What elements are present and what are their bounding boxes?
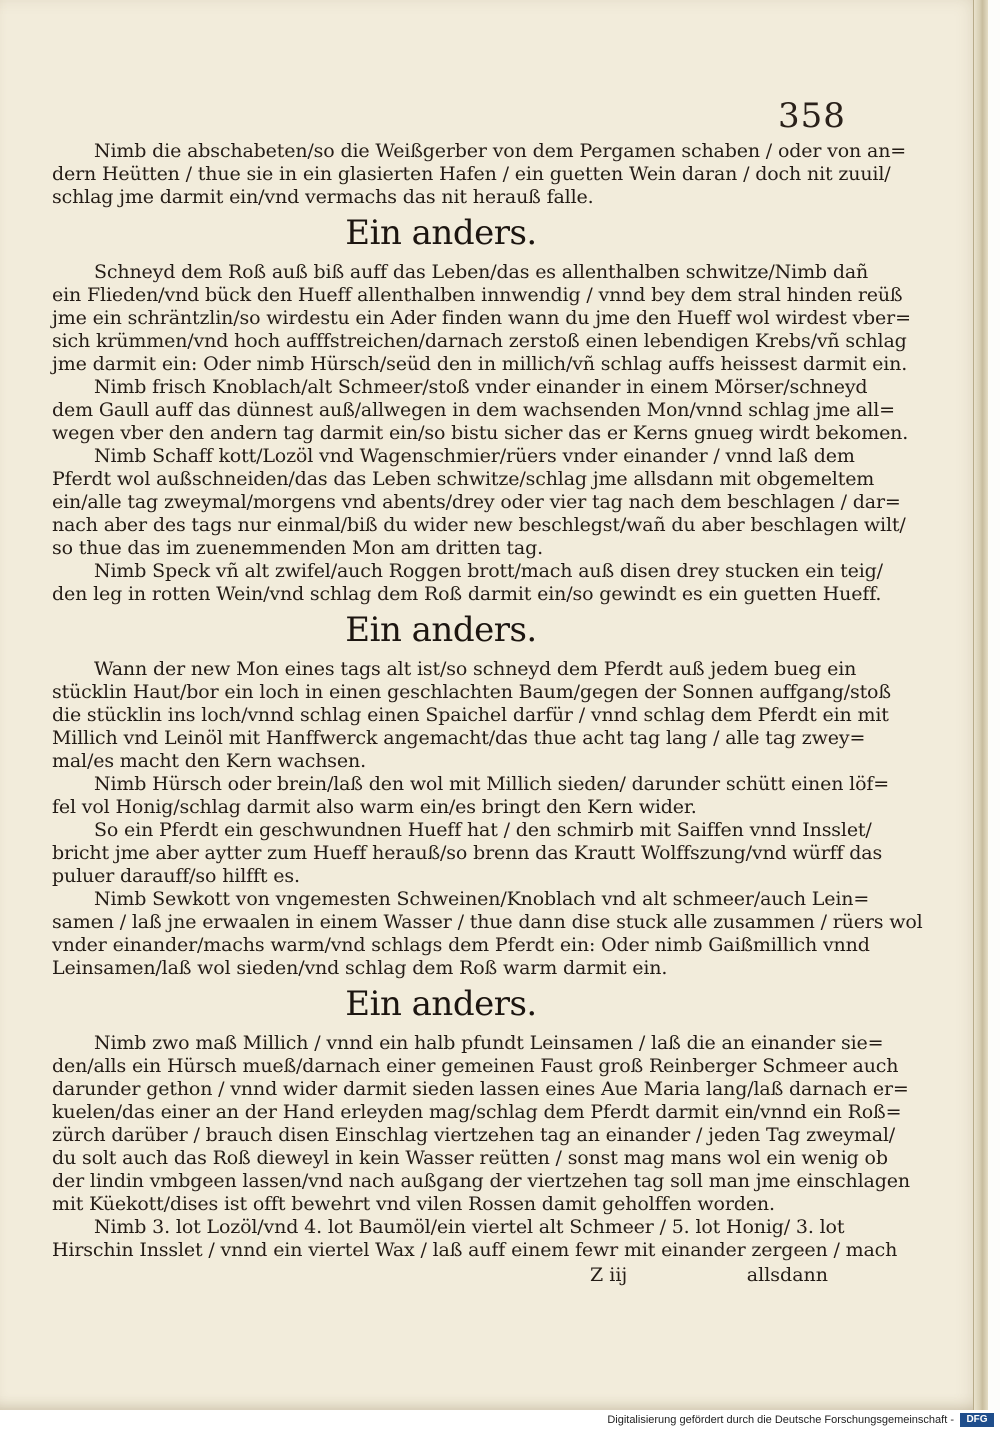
- section-heading: Ein anders.: [345, 610, 537, 650]
- section-heading: Ein anders.: [345, 213, 537, 253]
- text-line: den leg in rotten Wein/vnd schlag dem Roß darmit ein/so gewindt es ein guetten Hueff.: [52, 583, 882, 605]
- text-line: Nimb frisch Knoblach/alt Schmeer/stoß vnder einander in einem Mörser/schneyd: [94, 376, 868, 398]
- text-line: dern Heütten / thue sie in ein glasierten Hafen / ein guetten Wein daran / doch nit zuuil/: [52, 163, 891, 185]
- text-line: vnder einander/machs warm/vnd schlags dem Pferdt ein: Oder nimb Gaißmillich vnnd: [52, 934, 870, 956]
- text-line: Millich vnd Leinöl mit Hanffwerck angemacht/das thue acht tag lang / alle tag zwey=: [52, 727, 866, 749]
- text-line: fel vol Honig/schlag darmit also warm ein/es bringt den Kern wider.: [52, 796, 697, 818]
- text-line: mal/es macht den Kern wachsen.: [52, 750, 366, 772]
- text-line: stücklin Haut/bor ein loch in einen geschlachten Baum/gegen der Sonnen auffgang/stoß: [52, 681, 891, 703]
- catchword: allsdann: [746, 1264, 828, 1286]
- text-line: jme darmit ein: Oder nimb Hürsch/seüd den in millich/vñ schlag auffs heissest darmit ein.: [52, 353, 908, 375]
- text-line: samen / laß jne erwaalen in einem Wasser / thue dann dise stuck alle zusammen / rüers wol: [52, 911, 923, 933]
- text-line: zürch darüber / brauch disen Einschlag viertzehen tag an einander / jeden Tag zweymal/: [52, 1124, 896, 1146]
- text-line: du solt auch das Roß dieweyl in kein Wasser reütten / sonst mag mans wol ein wenig ob: [52, 1147, 888, 1169]
- text-line: dem Gaull auff das dünnest auß/allwegen in dem wachsenden Mon/vnnd schlag jme all=: [52, 399, 895, 421]
- section-heading: Ein anders.: [345, 984, 537, 1024]
- text-line: Pferdt wol außschneiden/das das Leben schwitze/schlag jme allsdann mit obgemeltem: [52, 468, 875, 490]
- text-line: wegen vber den andern tag darmit ein/so bistu sicher das er Kerns gnueg wirdt bekomen.: [52, 422, 909, 444]
- dfg-credit: Digitalisierung gefördert durch die Deutsche Forschungsgemeinschaft -: [607, 1414, 954, 1426]
- text-line: der lindin vmbgeen lassen/vnd nach außgang der viertzehen tag soll man jme einschlagen: [52, 1170, 910, 1192]
- text-line: Nimb die abschabeten/so die Weißgerber von dem Pergamen schaben / oder von an=: [94, 140, 907, 162]
- text-line: puluer darauff/so hilfft es.: [52, 865, 300, 887]
- footer-bar: [0, 1410, 1000, 1432]
- text-line: Nimb Speck vñ alt zwifel/auch Roggen brott/mach auß disen drey stucken ein teig/: [94, 560, 883, 582]
- text-line: Nimb Hürsch oder brein/laß den wol mit Millich sieden/ darunder schütt einen löf=: [94, 773, 890, 795]
- text-line: den/alls ein Hürsch mueß/darnach einer gemeinen Faust groß Reinberger Schmeer auch: [52, 1055, 899, 1077]
- text-line: ein Flieden/vnd bück den Hueff allenthalben innwendig / vnnd bey dem stral hinden reüß: [52, 284, 903, 306]
- dfg-logo: DFG: [960, 1413, 994, 1427]
- text-line: Nimb Sewkott von vngemesten Schweinen/Knoblach vnd alt schmeer/auch Lein=: [94, 888, 870, 910]
- text-line: Hirschin Insslet / vnnd ein viertel Wax / laß auff einem fewr mit einander zergeen / mach: [52, 1239, 898, 1261]
- text-line: ein/alle tag zweymal/morgens vnd abents/drey oder vier tag nach dem beschlagen / dar=: [52, 491, 901, 513]
- page-edge: [973, 0, 988, 1410]
- text-line: jme ein schräntzlin/so wirdestu ein Ader finden wann du jme den Hueff wol wirdest vber=: [52, 307, 911, 329]
- signature-mark: Z iij: [590, 1264, 628, 1286]
- text-line: Nimb Schaff kott/Lozöl vnd Wagenschmier/rüers vnder einander / vnnd laß dem: [94, 445, 855, 467]
- text-line: mit Küekott/dises ist offt bewehrt vnd vilen Rossen damit geholffen worden.: [52, 1193, 775, 1215]
- text-line: So ein Pferdt ein geschwundnen Hueff hat / den schmirb mit Saiffen vnnd Insslet/: [94, 819, 872, 841]
- text-line: Nimb zwo maß Millich / vnnd ein halb pfundt Leinsamen / laß die an einander sie=: [94, 1032, 884, 1054]
- text-line: kuelen/das einer an der Hand erleyden mag/schlag dem Pferdt darmit ein/vnnd ein Roß=: [52, 1101, 902, 1123]
- text-line: nach aber des tags nur einmal/biß du wider new beschlegst/wañ du aber beschlagen wilt/: [52, 514, 906, 536]
- text-line: darunder gethon / vnnd wider darmit sieden lassen eines Aue Maria lang/laß darnach er=: [52, 1078, 909, 1100]
- text-line: die stücklin ins loch/vnnd schlag einen Spaichel darfür / vnnd schlag dem Pferdt ein mit: [52, 704, 889, 726]
- text-line: Nimb 3. lot Lozöl/vnd 4. lot Baumöl/ein viertel alt Schmeer / 5. lot Honig/ 3. lot: [94, 1216, 845, 1238]
- text-line: so thue das im zuenemmenden Mon am dritten tag.: [52, 537, 543, 559]
- text-line: Schneyd dem Roß auß biß auff das Leben/das es allenthalben schwitze/Nimb dañ: [94, 261, 869, 283]
- page-number: 358: [778, 96, 846, 136]
- text-line: schlag jme darmit ein/vnd vermachs das nit herauß falle.: [52, 186, 594, 208]
- text-line: Leinsamen/laß wol sieden/vnd schlag dem Roß warm darmit ein.: [52, 957, 668, 979]
- signature-row: [52, 1262, 830, 1288]
- text-line: bricht jme aber aytter zum Hueff herauß/so brenn das Krautt Wolffszung/vnd würff das: [52, 842, 883, 864]
- text-line: sich krümmen/vnd hoch aufffstreichen/darnach zerstoß einen lebendigen Krebs/vñ schlag: [52, 330, 907, 352]
- text-line: Wann der new Mon eines tags alt ist/so schneyd dem Pferdt auß jedem bueg ein: [94, 658, 857, 680]
- body-text: [52, 140, 923, 1288]
